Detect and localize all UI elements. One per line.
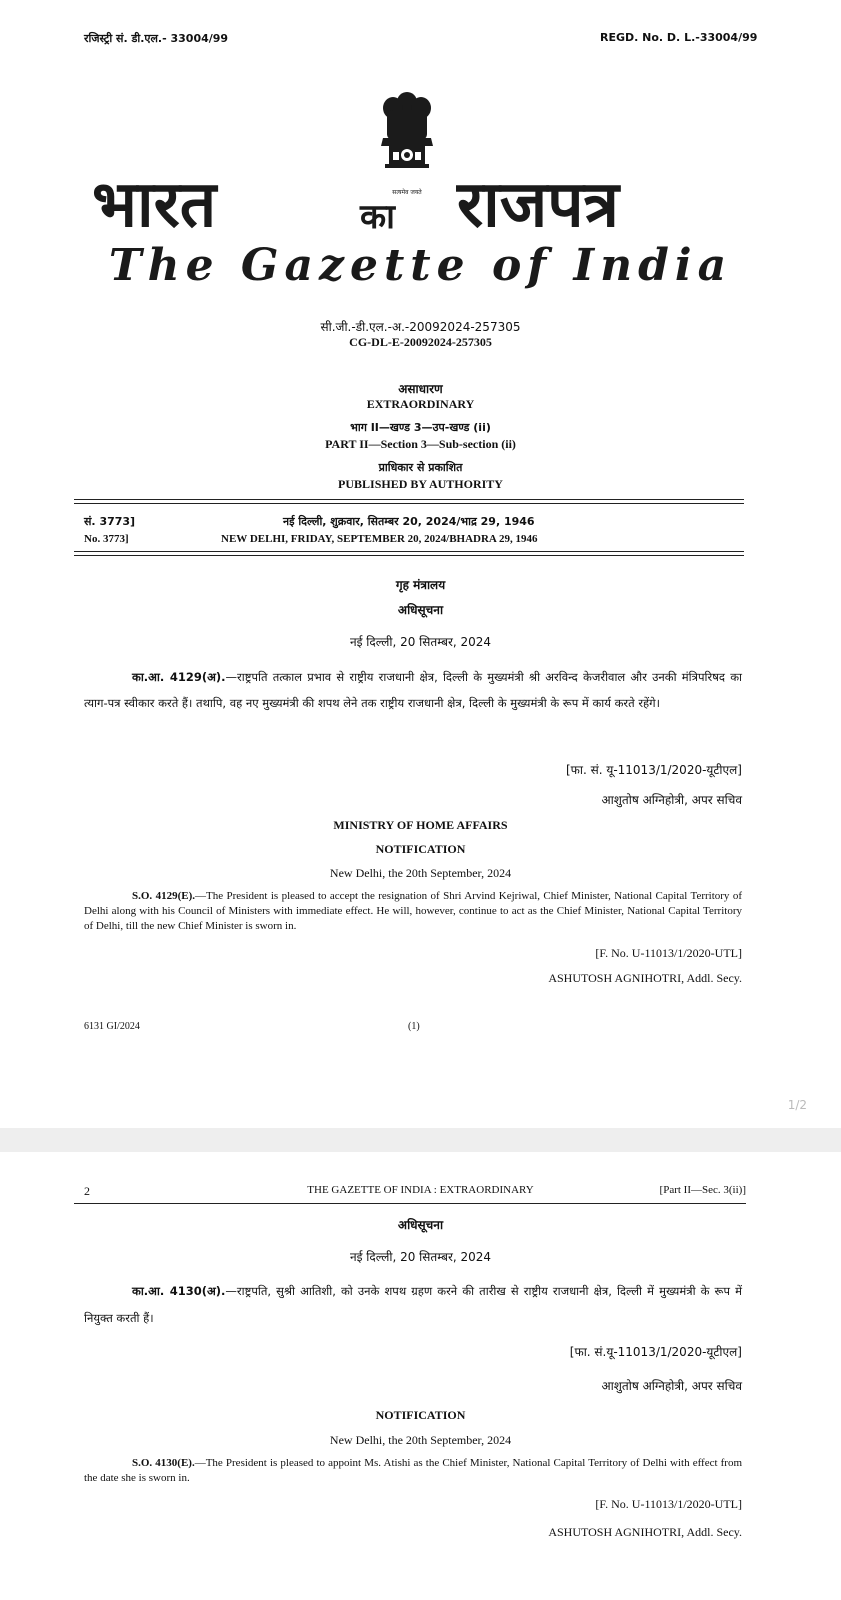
notification-english: NOTIFICATION [375, 842, 466, 856]
issue-number-hindi: सं. 3773] [84, 515, 136, 528]
page2-notification-english: NOTIFICATION [375, 1408, 466, 1422]
gazette-code-english: CG-DL-E-20092024-257305 [349, 335, 492, 349]
signatory-hindi: आशुतोष अग्निहोत्री, अपर सचिव [601, 793, 742, 807]
page2-so-reference-english: S.O. 4130(E). [132, 1457, 195, 1469]
so-reference-english: S.O. 4129(E). [132, 890, 195, 902]
gazette-page-2 [0, 1152, 841, 1600]
extraordinary-english: EXTRAORDINARY [366, 397, 475, 411]
header-rule-top-1 [74, 499, 744, 500]
notification-body-english [84, 889, 742, 934]
title-hindi-ka: का [360, 197, 395, 237]
published-english: PUBLISHED BY AUTHORITY [338, 477, 503, 491]
page-separator [0, 1098, 841, 1152]
published-hindi: प्राधिकार से प्रकाशित [378, 461, 463, 474]
page2-number: 2 [84, 1184, 90, 1198]
page2-so-reference-hindi: का.आ. 4130(अ). [132, 1284, 226, 1298]
emblem-motto: सत्यमेव जयते [392, 189, 422, 196]
page2-so-text-hindi: —राष्ट्रपति, सुश्री आतिशी, को उनके शपथ ग्रहण करने की तारीख से राष्ट्रीय राजधानी क्षेत्र, दिल्ली में मुख्यमंत्री के रूप में नियुक्त करती हैं। [84, 1284, 742, 1325]
page2-head-rule [74, 1203, 746, 1204]
so-reference-hindi: का.आ. 4129(अ). [132, 670, 226, 684]
so-text-english: —The President is pleased to accept the resignation of Shri Arvind Kejriwal, Chief Minister, National Capital Territory of Delhi along with his Council of Ministers with immediate effect. He will, however, continue to act as the Chief Minister, National Capital Territory of Delhi, till the new Chief Minister is sworn in. [84, 890, 742, 932]
issue-date-hindi: नई दिल्ली, शुक्रवार, सितम्बर 20, 2024/भाद्र 29, 1946 [283, 515, 535, 528]
page2-signatory-english: ASHUTOSH AGNIHOTRI, Addl. Secy. [548, 1525, 742, 1539]
page2-notification-hindi: अधिसूचना [397, 1218, 444, 1232]
title-hindi-rajpatra: राजपत्र [457, 168, 619, 242]
header-rule-bottom-1 [74, 551, 744, 552]
part-english: PART II—Section 3—Sub-section (ii) [325, 437, 516, 451]
notification-hindi: अधिसूचना [397, 603, 444, 617]
page2-notification-body-english [84, 1456, 742, 1486]
page2-place-date-english: New Delhi, the 20th September, 2024 [329, 1433, 512, 1447]
gazette-code-hindi: सी.जी.-डी.एल.-अ.-20092024-257305 [320, 320, 521, 334]
gazette-title-hindi [92, 158, 752, 248]
gazette-title-english: The Gazette of India [108, 240, 733, 291]
file-number-english: [F. No. U-11013/1/2020-UTL] [595, 946, 742, 960]
page2-signatory-hindi: आशुतोष अग्निहोत्री, अपर सचिव [601, 1379, 742, 1393]
page2-place-date-hindi: नई दिल्ली, 20 सितम्बर, 2024 [349, 1250, 492, 1264]
issue-number-english: No. 3773] [84, 533, 129, 545]
file-number-hindi: [फा. सं. यू-11013/1/2020-यूटीएल] [565, 763, 742, 777]
title-hindi-bharat: भारत [92, 168, 217, 242]
ministry-hindi: गृह मंत्रालय [395, 578, 446, 592]
place-date-hindi: नई दिल्ली, 20 सितम्बर, 2024 [349, 635, 492, 649]
page2-file-number-english: [F. No. U-11013/1/2020-UTL] [595, 1497, 742, 1511]
header-rule-bottom-2 [74, 555, 744, 556]
regd-number-hindi: रजिस्ट्री सं. डी.एल.- 33004/99 [84, 32, 229, 45]
footer-page-number: (1) [408, 1021, 420, 1032]
header-rule-top-2 [74, 503, 744, 504]
regd-number-english: REGD. No. D. L.-33004/99 [600, 31, 758, 44]
ministry-english: MINISTRY OF HOME AFFAIRS [333, 818, 508, 832]
notification-body-hindi [84, 664, 742, 716]
issue-date-english: NEW DELHI, FRIDAY, SEPTEMBER 20, 2024/BHADRA 29, 1946 [221, 533, 538, 545]
page2-file-number-hindi: [फा. सं.यू-11013/1/2020-यूटीएल] [569, 1345, 742, 1359]
footer-print-code: 6131 GI/2024 [84, 1021, 140, 1032]
page2-so-text-english: —The President is pleased to appoint Ms. Atishi as the Chief Minister, National Capital Territory of Delhi with effect from the date she is sworn in. [84, 1457, 743, 1484]
page-indicator: 1/2 [787, 1098, 807, 1112]
extraordinary-hindi: असाधारण [398, 382, 443, 396]
place-date-english: New Delhi, the 20th September, 2024 [329, 866, 512, 880]
signatory-english: ASHUTOSH AGNIHOTRI, Addl. Secy. [548, 971, 742, 985]
page2-part-reference: [Part II—Sec. 3(ii)] [659, 1184, 746, 1196]
page2-running-head: THE GAZETTE OF INDIA : EXTRAORDINARY [307, 1184, 534, 1196]
part-hindi: भाग II—खण्ड 3—उप-खण्ड (ii) [350, 421, 491, 434]
so-text-hindi: —राष्ट्रपति तत्काल प्रभाव से राष्ट्रीय राजधानी क्षेत्र, दिल्ली के मुख्यमंत्री श्री अरविन्द केजरीवाल और उनकी मंत्रिपरिषद का त्याग-पत्र स्वीकार करते हैं। तथापि, वह नए मुख्यमंत्री की शपथ लेने तक राष्ट्रीय राजधानी क्षेत्र, दिल्ली के मुख्यमंत्री के रूप में कार्य करते रहेंगे। [84, 670, 743, 710]
page2-notification-body-hindi [84, 1278, 742, 1332]
